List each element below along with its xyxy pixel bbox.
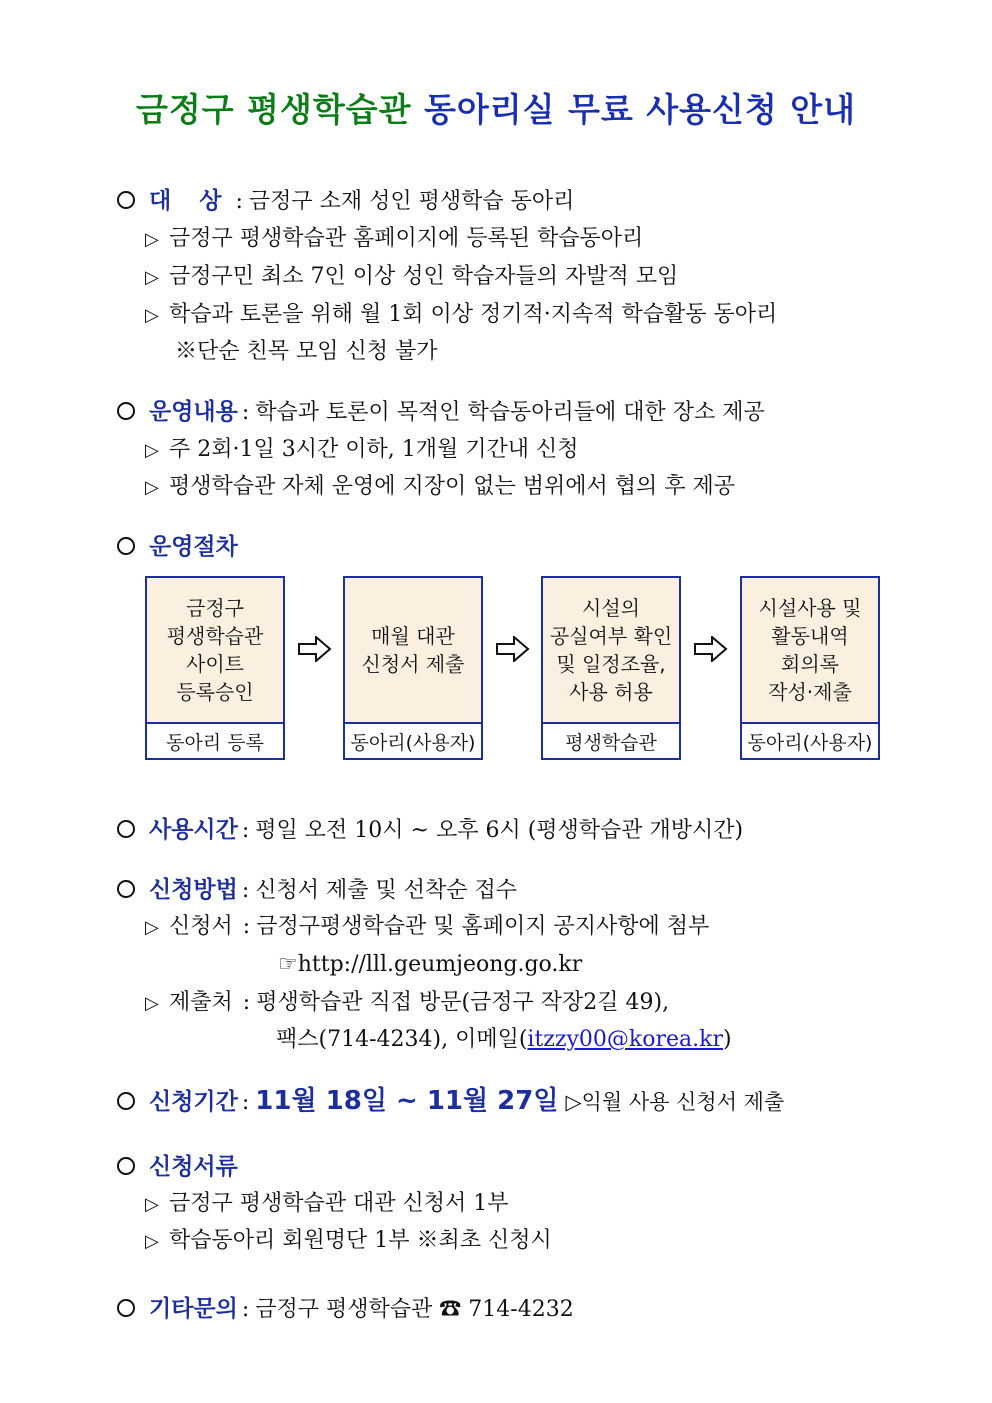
section-heading: 운영내용 xyxy=(149,399,238,425)
procedure-step-1 xyxy=(145,576,285,760)
arrow-right-icon xyxy=(298,636,332,662)
title-org: 금정구 평생학습관 xyxy=(135,90,412,129)
section-operation: 운영내용 : 학습과 토론이 목적인 학습동아리들에 대한 장소 제공 xyxy=(117,397,765,428)
arrow-right-icon xyxy=(496,636,530,662)
section-heading: 사용시간 xyxy=(149,817,238,843)
apply-period-note: ▷익월 사용 신청서 제출 xyxy=(565,1090,785,1114)
triangle-bullet-icon: ▷ xyxy=(145,229,159,250)
triangle-bullet-icon: ▷ xyxy=(145,440,159,461)
page-title xyxy=(0,84,992,131)
triangle-bullet-icon: ▷ xyxy=(145,1194,159,1215)
bullet-circle-icon xyxy=(117,1299,135,1317)
note: ※단순 친목 모임 신청 불가 xyxy=(175,339,438,364)
step-actor: 동아리 등록 xyxy=(166,731,264,754)
section-text: 신청서 제출 및 선착순 접수 xyxy=(255,878,518,903)
section-procedure xyxy=(117,532,238,563)
section-usage-time: 사용시간 : 평일 오전 10시 ~ 오후 6시 (평생학습관 개방시간) xyxy=(117,815,743,846)
section-text: 금정구 소재 성인 평생학습 동아리 xyxy=(248,189,575,214)
step-actor: 동아리(사용자) xyxy=(350,731,476,754)
step-actor: 동아리(사용자) xyxy=(747,731,873,754)
list-item: ▷ 금정구 평생학습관 대관 신청서 1부 xyxy=(145,1189,509,1220)
list-item: ▷ 학습과 토론을 위해 월 1회 이상 정기적·지속적 학습활동 동아리 xyxy=(145,300,777,331)
triangle-bullet-icon: ▷ xyxy=(145,267,159,288)
step-description: 시설의 공실여부 확인 및 일정조율, 사용 허용 xyxy=(543,578,679,724)
procedure-step-2 xyxy=(343,576,483,760)
section-text: 평일 오전 10시 ~ 오후 6시 (평생학습관 개방시간) xyxy=(255,818,744,843)
section-inquiry: 기타문의 : 금정구 평생학습관 ☎ 714-4232 xyxy=(117,1294,574,1325)
section-text: 학습과 토론이 목적인 학습동아리들에 대한 장소 제공 xyxy=(255,400,765,425)
contact-line: 팩스(714-4234), 이메일(itzzy00@korea.kr) xyxy=(276,1027,732,1052)
section-heading: 신청서류 xyxy=(149,1154,238,1180)
section-heading: 신청방법 xyxy=(149,877,238,903)
list-item: ▷ 금정구민 최소 7인 이상 성인 학습자들의 자발적 모임 xyxy=(145,262,678,293)
procedure-step-3 xyxy=(541,576,681,760)
bullet-circle-icon xyxy=(117,537,135,555)
step-description: 금정구 평생학습관 사이트 등록승인 xyxy=(147,578,283,724)
bullet-circle-icon xyxy=(117,820,135,838)
bullet-circle-icon xyxy=(117,191,135,209)
list-item: ▷ 금정구 평생학습관 홈페이지에 등록된 학습동아리 xyxy=(145,224,643,255)
section-heading: 운영절차 xyxy=(149,534,238,560)
bullet-circle-icon xyxy=(117,402,135,420)
section-heading: 신청기간 xyxy=(149,1089,238,1115)
section-apply-period: 신청기간 : 11월 18일 ~ 11월 27일 ▷익월 사용 신청서 제출 xyxy=(117,1086,784,1118)
step-actor: 평생학습관 xyxy=(565,731,657,754)
list-item: ▷ 학습동아리 회원명단 1부 ※최초 신청시 xyxy=(145,1226,552,1257)
list-item: ▷ 평생학습관 자체 운영에 지장이 없는 범위에서 협의 후 제공 xyxy=(145,472,735,503)
list-item: ▷ 제출처 : 평생학습관 직접 방문(금정구 작장2길 49), xyxy=(145,988,669,1019)
section-heading: 대 상 xyxy=(149,188,232,214)
triangle-bullet-icon: ▷ xyxy=(145,917,159,938)
apply-period-dates: 11월 18일 ~ 11월 27일 xyxy=(255,1086,559,1116)
section-target: 대 상 : 금정구 소재 성인 평생학습 동아리 xyxy=(117,186,574,217)
triangle-bullet-icon: ▷ xyxy=(145,993,159,1014)
section-text: 금정구 평생학습관 ☎ 714-4232 xyxy=(255,1297,574,1322)
email-link[interactable]: itzzy00@korea.kr xyxy=(527,1027,723,1052)
triangle-bullet-icon: ▷ xyxy=(145,305,159,326)
step-description: 시설사용 및 활동내역 회의록 작성·제출 xyxy=(742,578,878,724)
triangle-bullet-icon: ▷ xyxy=(145,1231,159,1252)
arrow-right-icon xyxy=(694,636,728,662)
section-documents xyxy=(117,1152,238,1183)
step-description: 매월 대관 신청서 제출 xyxy=(345,578,481,724)
section-apply-method: 신청방법 : 신청서 제출 및 선착순 접수 xyxy=(117,875,517,906)
bullet-circle-icon xyxy=(117,880,135,898)
title-subject: 동아리실 무료 사용신청 안내 xyxy=(424,90,857,129)
homepage-url[interactable]: ☞http://lll.geumjeong.go.kr xyxy=(278,952,583,977)
bullet-circle-icon xyxy=(117,1157,135,1175)
procedure-step-4 xyxy=(740,576,880,760)
section-heading: 기타문의 xyxy=(149,1296,238,1322)
triangle-bullet-icon: ▷ xyxy=(145,477,159,498)
list-item: ▷ 신청서 : 금정구평생학습관 및 홈페이지 공지사항에 첨부 xyxy=(145,912,709,943)
list-item: ▷ 주 2회·1일 3시간 이하, 1개월 기간내 신청 xyxy=(145,435,578,466)
bullet-circle-icon xyxy=(117,1092,135,1110)
